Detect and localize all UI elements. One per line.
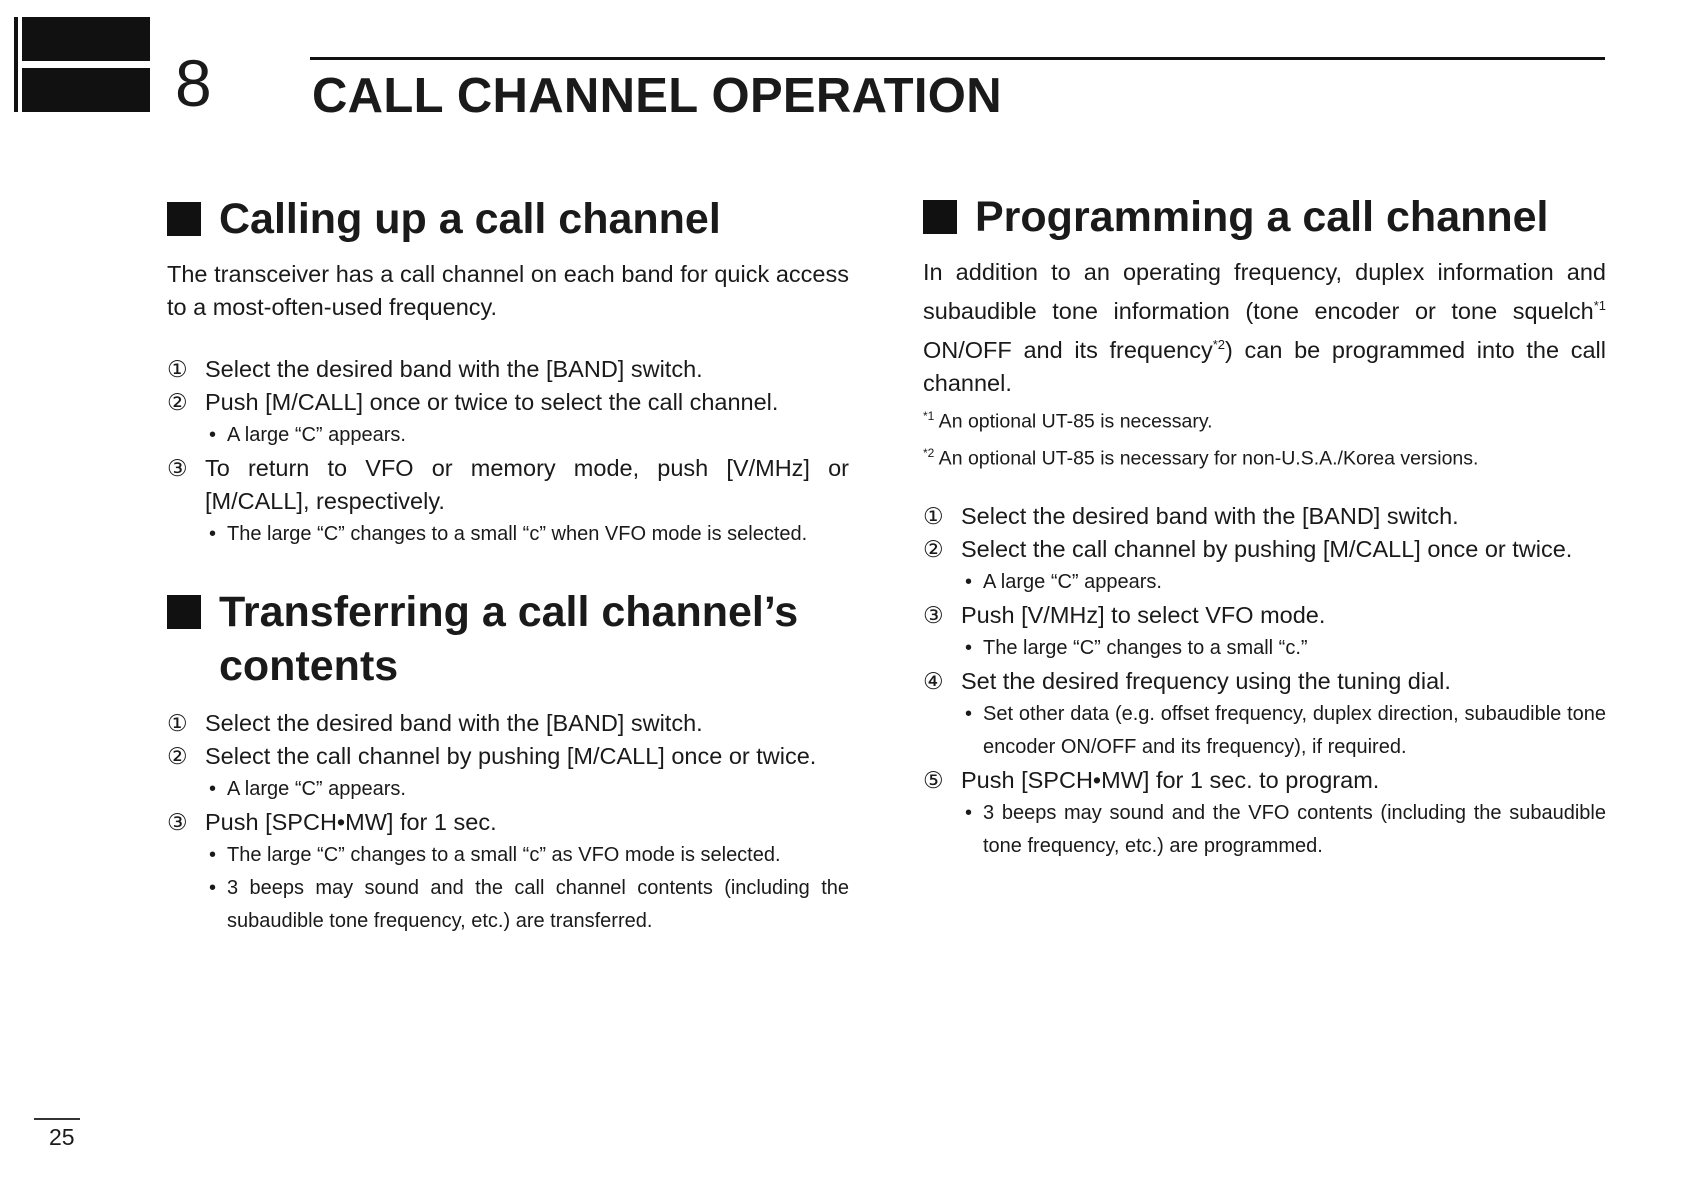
- transferring-step-1: ① Select the desired band with the [BAND] switch.: [167, 710, 703, 736]
- calling-bullet-1: • A large “C” appears.: [209, 424, 406, 446]
- calling-steps: [167, 353, 849, 551]
- page-number-rule: [34, 1118, 80, 1120]
- calling-step-3: ③ To return to VFO or memory mode, push [V/MHz] or [M/CALL], respectively.: [167, 455, 849, 514]
- header-rule: [310, 57, 1605, 60]
- chapter-number: 8: [175, 46, 212, 120]
- footnote-1: $^{*1}$ An optional UT-85 is necessary.: [923, 408, 1213, 433]
- transferring-heading: Transferring a call channel’s contents: [167, 585, 849, 693]
- programming-heading: Programming a call channel: [923, 190, 1606, 244]
- calling-step-1: ① Select the desired band with the [BAND] switch.: [167, 356, 703, 382]
- chapter-tab-lower: [22, 68, 150, 112]
- page-number: 25: [49, 1124, 75, 1150]
- right-column: [923, 190, 1606, 863]
- transferring-bullet-1: • A large “C” appears.: [209, 778, 406, 800]
- transferring-bullet-2: • The large “C” changes to a small “c” as VFO mode is selected.: [209, 844, 781, 866]
- programming-step-1: ① Select the desired band with the [BAND] switch.: [923, 502, 1459, 529]
- calling-bullet-2: • The large “C” changes to a small “c” when VFO mode is selected.: [209, 523, 808, 545]
- calling-intro: The transceiver has a call channel on each band for quick access to a most-often-used frequency.: [167, 261, 849, 320]
- programming-bullet-2: • The large “C” changes to a small “c.”: [965, 636, 1308, 659]
- programming-step-5: ⑤ Push [SPCH•MW] for 1 sec. to program.: [923, 766, 1380, 793]
- heading-square-icon: [167, 595, 201, 629]
- chapter-tab-upper: [22, 17, 150, 61]
- programming-step-4: ④ Set the desired frequency using the tuning dial.: [923, 667, 1451, 694]
- transferring-step-2: ② Select the call channel by pushing [M/CALL] once or twice.: [167, 743, 817, 769]
- calling-heading: Calling up a call channel: [167, 192, 849, 246]
- transferring-bullet-3: • 3 beeps may sound and the call channel contents (including the subaudible tone frequency, etc.) are transferred.: [209, 877, 849, 932]
- heading-square-icon: [923, 200, 957, 234]
- left-column: [167, 192, 849, 938]
- chapter-tab-edge: [14, 17, 18, 112]
- programming-bullet-1: • A large “C” appears.: [965, 570, 1162, 593]
- calling-step-2: ② Push [M/CALL] once or twice to select the call channel.: [167, 389, 779, 415]
- programming-intro: In addition to an operating frequency, duplex information and subaudible tone information (tone encoder or tone squelch$^{*1}$ ON/OFF and its frequency$^{*2}$) can be programmed into the call channel.: [923, 259, 1606, 396]
- programming-steps: [923, 500, 1606, 863]
- programming-step-3: ③ Push [V/MHz] to select VFO mode.: [923, 601, 1326, 628]
- transferring-steps: [167, 707, 849, 938]
- transferring-step-3: ③ Push [SPCH•MW] for 1 sec.: [167, 809, 497, 835]
- programming-step-2: ② Select the call channel by pushing [M/CALL] once or twice.: [923, 535, 1573, 562]
- chapter-title: CALL CHANNEL OPERATION: [312, 69, 1002, 123]
- programming-bullet-4: • 3 beeps may sound and the VFO contents (including the subaudible tone frequency, etc.) are programmed.: [965, 801, 1606, 857]
- programming-bullet-3: • Set other data (e.g. offset frequency, duplex direction, subaudible tone encoder ON/OFF and its frequency), if required.: [965, 702, 1606, 758]
- footnote-2: $^{*2}$ An optional UT-85 is necessary for non-U.S.A./Korea versions.: [923, 446, 1479, 470]
- heading-square-icon: [167, 202, 201, 236]
